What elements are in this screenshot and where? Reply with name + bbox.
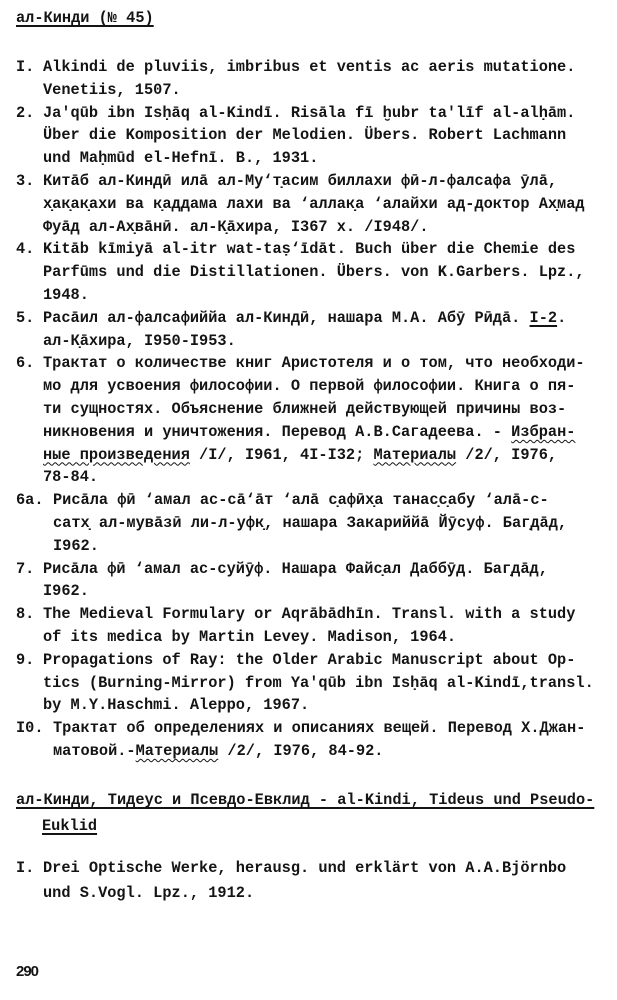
- entry-line: [43, 307, 616, 330]
- entry-number: I0.: [16, 719, 44, 738]
- bibliography-entry: [16, 856, 616, 906]
- entry-line: 78-84.: [43, 468, 99, 487]
- bibliography-entry: [16, 649, 616, 717]
- page-number: 290: [16, 963, 39, 980]
- entry-line: Рисāла фӣ ‘амал ас-сā‘āт ‘алā с̣афӣх̣а танас̣с̣абу ‘алā-с-: [53, 491, 549, 510]
- entry-text: .: [557, 308, 567, 327]
- entry-number: 6a.: [16, 491, 44, 510]
- entry-text: /2/, I976, 84-92.: [218, 741, 384, 760]
- bibliography-entry: [16, 717, 616, 763]
- entry-line: Фуāд ал-Ах̣вāнӣ. ал-К̣āхира, I367 х. /I948/.: [43, 217, 429, 236]
- entry-line: Ja'qūb ibn Isḥāq al-Kindī. Risāla fī ḫubr ta'līf al-alḥām.: [43, 103, 576, 122]
- entry-text: Расāил ал-фалсафиййа ал-Киндӣ, нашара М.А. Абӯ Рӣдā.: [43, 308, 530, 327]
- entry-text: /2/, I976,: [456, 445, 558, 464]
- entry-line: х̣ак̣ак̣ахи ва к̣аддама лахи ва ‘аллак̣а ‘алайхи ад-доктор Ах̣мад: [43, 194, 585, 213]
- entry-line: Рисāла фӣ ‘амал ас-суйӯф. Нашара Файс̣ал Даббӯд. Баг̣дāд,: [43, 559, 548, 578]
- entry-text: никновения и уничтожения. Перевод А.В.Сагадеева. -: [43, 422, 512, 441]
- entry-line: мо для усвоения философии. О первой философии. Книга о пя-: [43, 377, 576, 396]
- entry-number: I.: [16, 859, 35, 877]
- bibliography-entry: [16, 307, 616, 353]
- bibliography-entry: [16, 352, 616, 489]
- underlined-reference: Материалы: [135, 741, 219, 760]
- entry-line: tics (Burning-Mirror) from Ya'qūb ibn Isḥāq al-Kindī,transl.: [43, 673, 594, 692]
- section-heading-line: ал-Кинди, Тидеус и Псевдо-Евклид - al-Kindi, Tideus und Pseudo-: [16, 791, 595, 809]
- entry-line: [53, 740, 616, 763]
- bibliography-entry: [16, 56, 616, 102]
- entry-line: [43, 444, 616, 467]
- bibliography-entry: [16, 489, 616, 557]
- entry-number: 5.: [16, 308, 35, 327]
- bibliography-list: [16, 56, 616, 763]
- entry-line: [43, 421, 616, 444]
- entry-line: I962.: [53, 536, 99, 555]
- entry-line: Drei Optische Werke, herausg. und erklärt von A.A.Björnbo: [43, 859, 567, 877]
- entry-line: und S.Vogl. Lpz., 1912.: [43, 884, 255, 902]
- entry-text: /I/, I961, 4I-I32;: [189, 445, 374, 464]
- entry-number: 3.: [16, 171, 35, 190]
- entry-line: Трактат о количестве книг Аристотеля и о том, что необходи-: [43, 354, 585, 373]
- underlined-reference: I-2: [529, 308, 558, 327]
- entry-line: Китāб ал-Киндӣ илā ал-Му‘т̣асим биллахи фӣ-л-фалсафа ӯлā,: [43, 171, 558, 190]
- underlined-reference: Избран-: [511, 422, 576, 441]
- entry-line: Propagations of Ray: the Older Arabic Manuscript about Op-: [43, 650, 576, 669]
- entry-line: I962.: [43, 582, 89, 601]
- section-heading-al-kindi-45: ал-Кинди (№ 45): [16, 9, 154, 27]
- entry-line: The Medieval Formulary or Aqrābādhīn. Transl. with a study: [43, 605, 576, 624]
- entry-line: ал-К̣āхира, I950-I953.: [43, 331, 236, 350]
- entry-line: by M.Y.Haschmi. Aleppo, 1967.: [43, 696, 310, 715]
- entry-number: 2.: [16, 103, 35, 122]
- entry-number: 8.: [16, 605, 35, 624]
- bibliography-list-2: [16, 856, 616, 906]
- section-heading-al-kindi-tideus-pseudo-euklid: [16, 787, 594, 839]
- entry-line: Über die Komposition der Melodien. Übers. Robert Lachmann: [43, 126, 567, 145]
- entry-line: Kitāb kīmiyā al-itr wat-taṣ‘īdāt. Buch über die Chemie des: [43, 240, 576, 259]
- entry-number: 6.: [16, 354, 35, 373]
- entry-line: 1948.: [43, 285, 89, 304]
- bibliography-entry: [16, 238, 616, 306]
- section-heading-line: Euklid: [42, 817, 98, 835]
- underlined-reference: ные произведения: [43, 445, 190, 464]
- bibliography-entry: [16, 170, 616, 238]
- entry-line: Parfūms und die Distillationen. Übers. von K.Garbers. Lpz.,: [43, 263, 585, 282]
- entry-number: 7.: [16, 559, 35, 578]
- entry-number: 9.: [16, 650, 35, 669]
- underlined-reference: Материалы: [373, 445, 457, 464]
- entry-line: of its medica by Martin Levey. Madison, 1964.: [43, 627, 457, 646]
- bibliography-entry: [16, 558, 616, 604]
- entry-line: Venetiis, 1507.: [43, 80, 181, 99]
- entry-line: und Maḥmūd el-Hefnī. B., 1931.: [43, 149, 319, 168]
- entry-line: ти сущностях. Объяснение ближней действующей причины воз-: [43, 399, 567, 418]
- bibliography-entry: [16, 603, 616, 649]
- entry-line: Alkindi de pluviis, imbribus et ventis ac aeris mutatione.: [43, 58, 576, 76]
- entry-line: Трактат об определениях и описаниях вещей. Перевод Х.Джан-: [53, 719, 586, 738]
- bibliography-entry: [16, 102, 616, 170]
- entry-line: сатх̣ ал-мувāзӣ ли-л-уфк̣, нашара Закариййā Йӯсуф. Баг̣дāд,: [53, 513, 568, 532]
- entry-number: I.: [16, 58, 35, 76]
- entry-number: 4.: [16, 240, 35, 259]
- entry-text: матовой.-: [53, 741, 136, 760]
